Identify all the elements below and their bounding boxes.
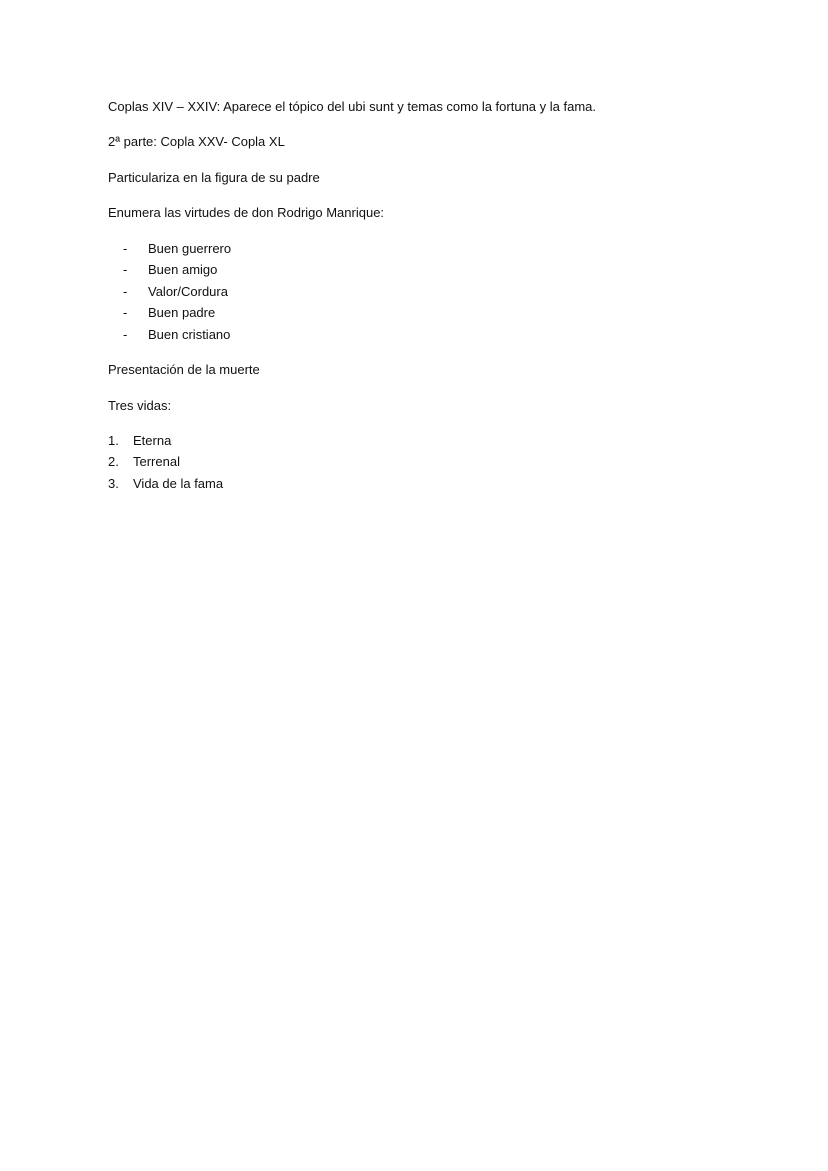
list-marker: - (123, 327, 128, 342)
list-marker: - (123, 241, 128, 256)
list-item (0, 327, 828, 343)
list-item (0, 476, 828, 492)
list-marker: 2. (108, 454, 119, 469)
list-item-text: Buen padre (148, 305, 216, 320)
list-item-text: Eterna (133, 433, 172, 448)
paragraph-death: Presentación de la muerte (108, 362, 260, 377)
list-item-text: Valor/Cordura (148, 284, 228, 299)
list-item (0, 241, 828, 257)
list-marker: - (123, 305, 128, 320)
list-item-text: Terrenal (133, 454, 180, 469)
paragraph-second-part: 2ª parte: Copla XXV- Copla XL (108, 134, 285, 149)
list-item-text: Buen amigo (148, 262, 218, 277)
list-marker: - (123, 284, 128, 299)
paragraph-coplas: Coplas XIV – XXIV: Aparece el tópico del ubi sunt y temas como la fortuna y la fama. (108, 99, 596, 114)
list-item-text: Vida de la fama (133, 476, 224, 491)
list-marker: 3. (108, 476, 119, 491)
list-marker: 1. (108, 433, 119, 448)
list-item-text: Buen guerrero (148, 241, 232, 256)
paragraph-three-lives: Tres vidas: (108, 398, 172, 413)
paragraph-father: Particulariza en la figura de su padre (108, 170, 320, 185)
list-item-text: Buen cristiano (148, 327, 231, 342)
list-item (0, 284, 828, 300)
list-item (0, 454, 828, 470)
list-item (0, 262, 828, 278)
list-marker: - (123, 262, 128, 277)
list-item (0, 305, 828, 321)
paragraph-virtues-intro: Enumera las virtudes de don Rodrigo Manrique: (108, 205, 385, 220)
list-item (0, 433, 828, 449)
